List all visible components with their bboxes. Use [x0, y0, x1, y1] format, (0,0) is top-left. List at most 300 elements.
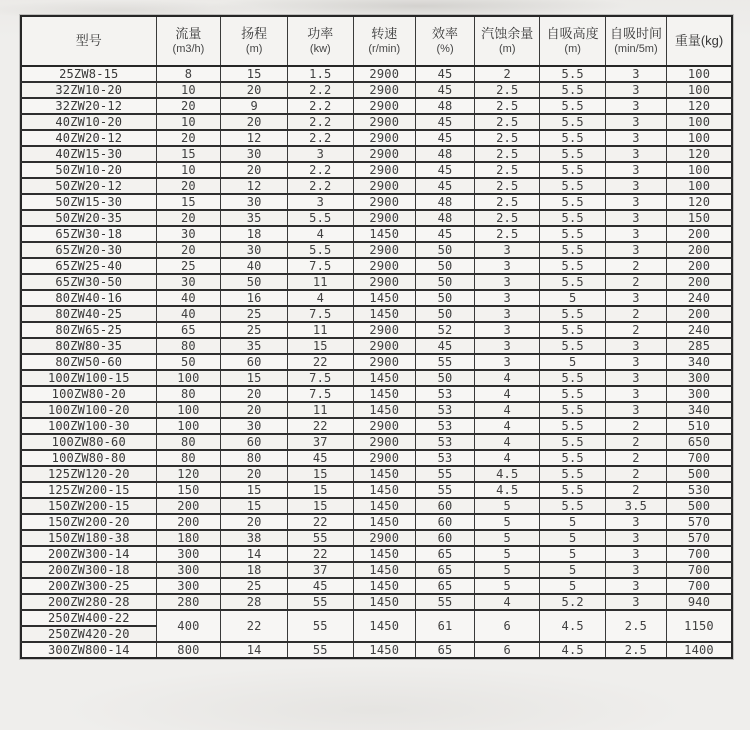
header-label: 型号 [75, 32, 102, 48]
pump-spec-table [20, 15, 733, 659]
value-cell: 2.2 [288, 82, 353, 98]
value-cell: 14 [221, 546, 288, 562]
table-row [21, 578, 732, 594]
value-cell: 15 [288, 482, 353, 498]
value-cell: 15 [156, 194, 221, 210]
value-cell: 53 [416, 434, 475, 450]
table-row [21, 82, 732, 98]
value-cell: 2900 [353, 210, 416, 226]
value-cell: 65 [156, 322, 221, 338]
value-cell: 10 [156, 162, 221, 178]
header-unit: (kw) [309, 42, 331, 55]
value-cell: 3 [475, 258, 540, 274]
value-cell: 55 [416, 482, 475, 498]
value-cell: 22 [288, 546, 353, 562]
table-row [21, 242, 732, 258]
value-cell: 5 [475, 562, 540, 578]
table-row [21, 98, 732, 114]
value-cell: 570 [667, 514, 732, 530]
model-cell: 125ZW200-15 [21, 482, 156, 498]
value-cell: 4 [288, 226, 353, 242]
value-cell: 2.2 [288, 162, 353, 178]
value-cell: 5.5 [540, 306, 605, 322]
header-cell [156, 16, 221, 66]
value-cell: 2 [605, 434, 666, 450]
value-cell: 5 [540, 514, 605, 530]
value-cell: 5 [540, 546, 605, 562]
table-row [21, 210, 732, 226]
value-cell: 37 [288, 434, 353, 450]
value-cell: 4.5 [475, 466, 540, 482]
value-cell: 300 [156, 546, 221, 562]
value-cell: 1450 [353, 562, 416, 578]
value-cell: 3 [605, 578, 666, 594]
value-cell: 2.5 [475, 146, 540, 162]
value-cell: 37 [288, 562, 353, 578]
value-cell: 2.5 [475, 114, 540, 130]
model-cell: 80ZW50-60 [21, 354, 156, 370]
value-cell: 2900 [353, 82, 416, 98]
model-cell: 200ZW280-28 [21, 594, 156, 610]
model-cell: 100ZW100-30 [21, 418, 156, 434]
table-row [21, 274, 732, 290]
value-cell: 5.5 [540, 146, 605, 162]
value-cell: 2900 [353, 194, 416, 210]
header-label: 功率 [307, 26, 334, 42]
header-cell [605, 16, 666, 66]
value-cell: 3 [288, 146, 353, 162]
value-cell: 55 [288, 594, 353, 610]
value-cell: 12 [221, 130, 288, 146]
model-cell: 32ZW10-20 [21, 82, 156, 98]
value-cell: 7.5 [288, 306, 353, 322]
header-cell [416, 16, 475, 66]
header-cell [667, 16, 732, 66]
value-cell: 45 [416, 178, 475, 194]
value-cell: 3 [605, 242, 666, 258]
value-cell: 5.5 [540, 66, 605, 82]
model-cell: 100ZW100-20 [21, 402, 156, 418]
model-cell: 40ZW15-30 [21, 146, 156, 162]
value-cell: 60 [416, 514, 475, 530]
value-cell: 20 [221, 162, 288, 178]
header-cell [288, 16, 353, 66]
value-cell: 50 [416, 258, 475, 274]
value-cell: 20 [156, 242, 221, 258]
value-cell: 5.5 [540, 242, 605, 258]
value-cell: 4.5 [540, 642, 605, 658]
value-cell: 20 [221, 514, 288, 530]
value-cell: 2900 [353, 66, 416, 82]
value-cell: 5.5 [540, 114, 605, 130]
table-row [21, 562, 732, 578]
value-cell: 2 [605, 322, 666, 338]
value-cell: 25 [156, 258, 221, 274]
table-row [21, 66, 732, 82]
value-cell: 60 [416, 530, 475, 546]
table-row [21, 402, 732, 418]
value-cell: 3 [605, 514, 666, 530]
value-cell: 5.5 [288, 242, 353, 258]
value-cell: 55 [416, 354, 475, 370]
value-cell: 60 [221, 354, 288, 370]
value-cell: 1450 [353, 594, 416, 610]
header-label: 汽蚀余量 [481, 26, 534, 42]
model-cell: 80ZW65-25 [21, 322, 156, 338]
header-label: 效率 [432, 26, 459, 42]
model-cell: 100ZW80-60 [21, 434, 156, 450]
value-cell: 3 [475, 290, 540, 306]
value-cell: 400 [156, 610, 221, 642]
value-cell: 200 [667, 226, 732, 242]
value-cell: 1450 [353, 610, 416, 642]
value-cell: 20 [221, 386, 288, 402]
value-cell: 7.5 [288, 258, 353, 274]
value-cell: 22 [288, 514, 353, 530]
value-cell: 7.5 [288, 386, 353, 402]
table-row [21, 322, 732, 338]
table-header-row [21, 16, 732, 66]
value-cell: 2.5 [475, 130, 540, 146]
value-cell: 4 [475, 386, 540, 402]
model-cell: 65ZW25-40 [21, 258, 156, 274]
value-cell: 30 [221, 242, 288, 258]
value-cell: 120 [667, 98, 732, 114]
table-row [21, 466, 732, 482]
value-cell: 2.5 [475, 226, 540, 242]
value-cell: 1450 [353, 370, 416, 386]
value-cell: 2 [475, 66, 540, 82]
value-cell: 1450 [353, 402, 416, 418]
value-cell: 5.5 [540, 322, 605, 338]
value-cell: 2900 [353, 98, 416, 114]
value-cell: 1450 [353, 642, 416, 658]
value-cell: 200 [156, 498, 221, 514]
value-cell: 5.5 [540, 466, 605, 482]
table-row [21, 610, 732, 626]
value-cell: 3 [475, 322, 540, 338]
value-cell: 2900 [353, 354, 416, 370]
value-cell: 35 [221, 210, 288, 226]
value-cell: 510 [667, 418, 732, 434]
value-cell: 4 [475, 370, 540, 386]
value-cell: 5 [475, 498, 540, 514]
table-row [21, 338, 732, 354]
value-cell: 1450 [353, 306, 416, 322]
value-cell: 3.5 [605, 498, 666, 514]
value-cell: 3 [605, 66, 666, 82]
value-cell: 20 [221, 402, 288, 418]
value-cell: 100 [667, 130, 732, 146]
model-cell: 100ZW100-15 [21, 370, 156, 386]
model-cell: 50ZW10-20 [21, 162, 156, 178]
value-cell: 2.2 [288, 98, 353, 114]
value-cell: 22 [288, 418, 353, 434]
value-cell: 5.5 [540, 386, 605, 402]
value-cell: 500 [667, 466, 732, 482]
value-cell: 5.5 [288, 210, 353, 226]
value-cell: 3 [605, 546, 666, 562]
value-cell: 100 [667, 162, 732, 178]
value-cell: 2900 [353, 162, 416, 178]
value-cell: 38 [221, 530, 288, 546]
value-cell: 3 [605, 594, 666, 610]
model-cell: 65ZW30-18 [21, 226, 156, 242]
header-unit: (r/min) [368, 42, 401, 55]
model-cell: 125ZW120-20 [21, 466, 156, 482]
value-cell: 2.2 [288, 114, 353, 130]
value-cell: 3 [605, 386, 666, 402]
value-cell: 15 [221, 370, 288, 386]
table-row [21, 146, 732, 162]
value-cell: 5.5 [540, 178, 605, 194]
value-cell: 1450 [353, 546, 416, 562]
model-cell: 300ZW800-14 [21, 642, 156, 658]
table-row [21, 546, 732, 562]
table-row [21, 290, 732, 306]
value-cell: 50 [416, 306, 475, 322]
table-row [21, 530, 732, 546]
value-cell: 100 [156, 418, 221, 434]
value-cell: 1450 [353, 226, 416, 242]
value-cell: 1.5 [288, 66, 353, 82]
model-cell: 50ZW20-35 [21, 210, 156, 226]
value-cell: 150 [667, 210, 732, 226]
value-cell: 9 [221, 98, 288, 114]
value-cell: 48 [416, 194, 475, 210]
value-cell: 700 [667, 450, 732, 466]
value-cell: 1450 [353, 514, 416, 530]
model-cell: 50ZW20-12 [21, 178, 156, 194]
value-cell: 65 [416, 578, 475, 594]
model-cell: 200ZW300-25 [21, 578, 156, 594]
value-cell: 570 [667, 530, 732, 546]
value-cell: 80 [156, 386, 221, 402]
value-cell: 3 [475, 274, 540, 290]
value-cell: 5.5 [540, 434, 605, 450]
value-cell: 300 [667, 370, 732, 386]
value-cell: 4 [475, 402, 540, 418]
value-cell: 120 [156, 466, 221, 482]
value-cell: 300 [156, 562, 221, 578]
model-cell: 80ZW40-16 [21, 290, 156, 306]
model-cell: 25ZW8-15 [21, 66, 156, 82]
value-cell: 300 [667, 386, 732, 402]
value-cell: 11 [288, 322, 353, 338]
value-cell: 180 [156, 530, 221, 546]
value-cell: 5.5 [540, 402, 605, 418]
value-cell: 100 [667, 178, 732, 194]
value-cell: 15 [288, 466, 353, 482]
header-unit: (m3/h) [172, 42, 205, 55]
value-cell: 5 [540, 530, 605, 546]
value-cell: 4 [475, 594, 540, 610]
value-cell: 50 [156, 354, 221, 370]
value-cell: 15 [221, 66, 288, 82]
value-cell: 800 [156, 642, 221, 658]
value-cell: 3 [605, 178, 666, 194]
value-cell: 15 [221, 482, 288, 498]
value-cell: 53 [416, 450, 475, 466]
value-cell: 80 [156, 338, 221, 354]
value-cell: 340 [667, 354, 732, 370]
value-cell: 2.5 [475, 210, 540, 226]
header-label: 流量 [175, 26, 202, 42]
value-cell: 10 [156, 114, 221, 130]
value-cell: 16 [221, 290, 288, 306]
value-cell: 55 [288, 642, 353, 658]
value-cell: 55 [288, 610, 353, 642]
header-unit: (m) [245, 42, 263, 55]
value-cell: 2900 [353, 114, 416, 130]
model-cell: 65ZW20-30 [21, 242, 156, 258]
value-cell: 11 [288, 402, 353, 418]
value-cell: 20 [221, 466, 288, 482]
value-cell: 30 [221, 146, 288, 162]
value-cell: 6 [475, 610, 540, 642]
table-header [21, 16, 732, 66]
value-cell: 2.5 [475, 82, 540, 98]
value-cell: 4 [288, 290, 353, 306]
value-cell: 15 [156, 146, 221, 162]
value-cell: 53 [416, 386, 475, 402]
value-cell: 3 [475, 306, 540, 322]
table-row [21, 482, 732, 498]
value-cell: 20 [156, 130, 221, 146]
model-cell: 150ZW180-38 [21, 530, 156, 546]
model-cell: 100ZW80-20 [21, 386, 156, 402]
value-cell: 2.5 [605, 610, 666, 642]
model-cell: 32ZW20-12 [21, 98, 156, 114]
value-cell: 5 [540, 562, 605, 578]
value-cell: 25 [221, 306, 288, 322]
value-cell: 25 [221, 322, 288, 338]
value-cell: 4.5 [475, 482, 540, 498]
value-cell: 3 [605, 530, 666, 546]
header-unit: (m) [564, 42, 581, 55]
value-cell: 5.5 [540, 258, 605, 274]
value-cell: 3 [605, 562, 666, 578]
value-cell: 5.5 [540, 482, 605, 498]
value-cell: 40 [221, 258, 288, 274]
value-cell: 4 [475, 450, 540, 466]
model-cell: 150ZW200-15 [21, 498, 156, 514]
value-cell: 25 [221, 578, 288, 594]
value-cell: 7.5 [288, 370, 353, 386]
value-cell: 5 [540, 290, 605, 306]
value-cell: 200 [156, 514, 221, 530]
value-cell: 11 [288, 274, 353, 290]
table-row [21, 114, 732, 130]
value-cell: 2900 [353, 130, 416, 146]
value-cell: 53 [416, 418, 475, 434]
value-cell: 45 [416, 338, 475, 354]
value-cell: 65 [416, 562, 475, 578]
value-cell: 2900 [353, 242, 416, 258]
header-cell [540, 16, 605, 66]
value-cell: 50 [416, 290, 475, 306]
table-row [21, 418, 732, 434]
value-cell: 15 [288, 498, 353, 514]
value-cell: 2.5 [605, 642, 666, 658]
value-cell: 340 [667, 402, 732, 418]
header-label: 转速 [371, 26, 398, 42]
value-cell: 100 [156, 370, 221, 386]
value-cell: 100 [667, 82, 732, 98]
value-cell: 55 [288, 530, 353, 546]
value-cell: 285 [667, 338, 732, 354]
value-cell: 2 [605, 258, 666, 274]
header-label: 自吸时间 [609, 26, 662, 42]
value-cell: 30 [221, 418, 288, 434]
value-cell: 5 [475, 530, 540, 546]
value-cell: 2900 [353, 530, 416, 546]
header-cell [353, 16, 416, 66]
value-cell: 1400 [667, 642, 732, 658]
model-cell: 100ZW80-80 [21, 450, 156, 466]
header-label: 重量(kg) [674, 32, 724, 48]
value-cell: 1450 [353, 466, 416, 482]
value-cell: 20 [156, 98, 221, 114]
value-cell: 240 [667, 322, 732, 338]
value-cell: 65 [416, 546, 475, 562]
value-cell: 5.2 [540, 594, 605, 610]
value-cell: 28 [221, 594, 288, 610]
value-cell: 2900 [353, 322, 416, 338]
value-cell: 45 [416, 162, 475, 178]
value-cell: 15 [288, 338, 353, 354]
value-cell: 100 [667, 66, 732, 82]
table-row [21, 498, 732, 514]
value-cell: 2.5 [475, 178, 540, 194]
value-cell: 3 [605, 98, 666, 114]
value-cell: 45 [416, 66, 475, 82]
value-cell: 48 [416, 98, 475, 114]
value-cell: 500 [667, 498, 732, 514]
value-cell: 45 [288, 450, 353, 466]
value-cell: 5.5 [540, 162, 605, 178]
header-label: 扬程 [241, 26, 268, 42]
value-cell: 15 [221, 498, 288, 514]
value-cell: 48 [416, 210, 475, 226]
value-cell: 3 [605, 146, 666, 162]
value-cell: 2900 [353, 178, 416, 194]
value-cell: 3 [475, 338, 540, 354]
value-cell: 2900 [353, 338, 416, 354]
value-cell: 530 [667, 482, 732, 498]
value-cell: 45 [416, 114, 475, 130]
value-cell: 3 [605, 354, 666, 370]
value-cell: 3 [475, 354, 540, 370]
value-cell: 18 [221, 562, 288, 578]
value-cell: 3 [605, 402, 666, 418]
value-cell: 3 [605, 114, 666, 130]
value-cell: 2.5 [475, 194, 540, 210]
value-cell: 4 [475, 434, 540, 450]
value-cell: 20 [156, 210, 221, 226]
value-cell: 5.5 [540, 418, 605, 434]
value-cell: 5.5 [540, 82, 605, 98]
value-cell: 35 [221, 338, 288, 354]
value-cell: 2.5 [475, 162, 540, 178]
value-cell: 2 [605, 450, 666, 466]
value-cell: 300 [156, 578, 221, 594]
value-cell: 80 [156, 434, 221, 450]
table-row [21, 130, 732, 146]
value-cell: 3 [605, 290, 666, 306]
value-cell: 150 [156, 482, 221, 498]
value-cell: 5.5 [540, 98, 605, 114]
